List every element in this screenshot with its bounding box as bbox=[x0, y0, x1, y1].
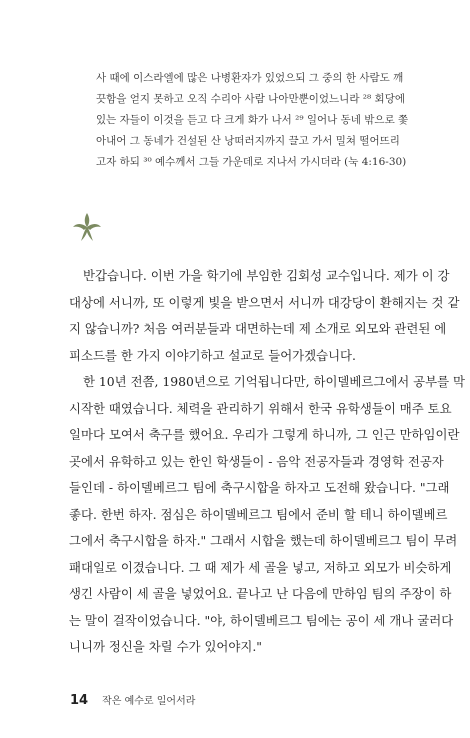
body-line: 니니까 정신을 차릴 수가 있어야지." bbox=[69, 639, 262, 654]
quote-line: 끗함을 얻지 못하고 오직 수리아 사람 나아만뿐이었느니라 ²⁸ 회당에 bbox=[96, 93, 405, 105]
body-line: 좋다. 한번 하자. 점심은 하이델베르그 팀에서 준비 할 테니 하이델베르 bbox=[69, 506, 448, 522]
body-line: 는 말이 걸작이었습니다. "야, 하이델베르그 팀에는 공이 세 개나 굴러다 bbox=[69, 612, 454, 628]
page-footer bbox=[70, 692, 195, 708]
fleur-de-lis-icon bbox=[70, 210, 104, 244]
body-line: 반갑습니다. 이번 가을 학기에 부임한 김회성 교수입니다. 제가 이 강 bbox=[83, 268, 450, 283]
sermon-body bbox=[69, 263, 465, 661]
running-title: 작은 예수로 일어서라 bbox=[102, 696, 196, 707]
body-line: 피소드를 한 가지 이야기하고 설교로 들어가겠습니다. bbox=[69, 347, 356, 363]
body-line: 한 10년 전쯤, 1980년으로 기억됩니다만, 하이델베르그에서 공부를 막 bbox=[83, 374, 465, 389]
body-line: 시작한 때였습니다. 체력을 관리하기 위해서 한국 유학생들이 매주 토요 bbox=[69, 400, 452, 416]
body-line: 대상에 서니까, 또 이렇게 빛을 받으면서 서니까 대강당이 환해지는 것 같 bbox=[69, 294, 460, 310]
page-number: 14 bbox=[70, 693, 89, 708]
body-line: 들인데 - 하이델베르그 팀에 축구시합을 하자고 도전해 왔습니다. "그래 bbox=[69, 480, 450, 495]
scripture-quote bbox=[96, 68, 409, 173]
body-line: 일마다 모여서 축구를 했어요. 우리가 그렇게 하니까, 그 인근 만하임이란 bbox=[69, 427, 460, 442]
body-line: 그에서 축구시합을 하자." 그래서 시합을 했는데 하이델베르그 팀이 무려 bbox=[69, 533, 458, 548]
body-line: 패대일로 이겼습니다. 그 때 제가 세 골을 넣고, 저하고 외모가 비슷하게 bbox=[69, 559, 452, 575]
body-line: 생긴 사람이 세 골을 넣었어요. 끝나고 난 다음에 만하임 팀의 주장이 하 bbox=[69, 586, 452, 601]
quote-line: 사 때에 이스라엘에 많은 나병환자가 있었으되 그 중의 한 사람도 깨 bbox=[96, 72, 404, 84]
body-line: 곳에서 유학하고 있는 한인 학생들이 - 음악 전공자들과 경영학 전공자 bbox=[69, 453, 444, 469]
quote-line: 고자 하되 ³⁰ 예수께서 그들 가운데로 지나서 가시더라 (눅 4:16-30) bbox=[96, 156, 407, 168]
quote-line: 아내어 그 동네가 건설된 산 낭떠러지까지 끌고 가서 밀쳐 떨어뜨리 bbox=[96, 135, 400, 147]
body-line: 지 않습니까? 처음 여러분들과 대면하는데 제 소개로 외모와 관련된 에 bbox=[69, 321, 447, 336]
quote-line: 있는 자들이 이것을 듣고 다 크게 화가 나서 ²⁹ 일어나 동네 밖으로 쫓 bbox=[96, 114, 409, 126]
